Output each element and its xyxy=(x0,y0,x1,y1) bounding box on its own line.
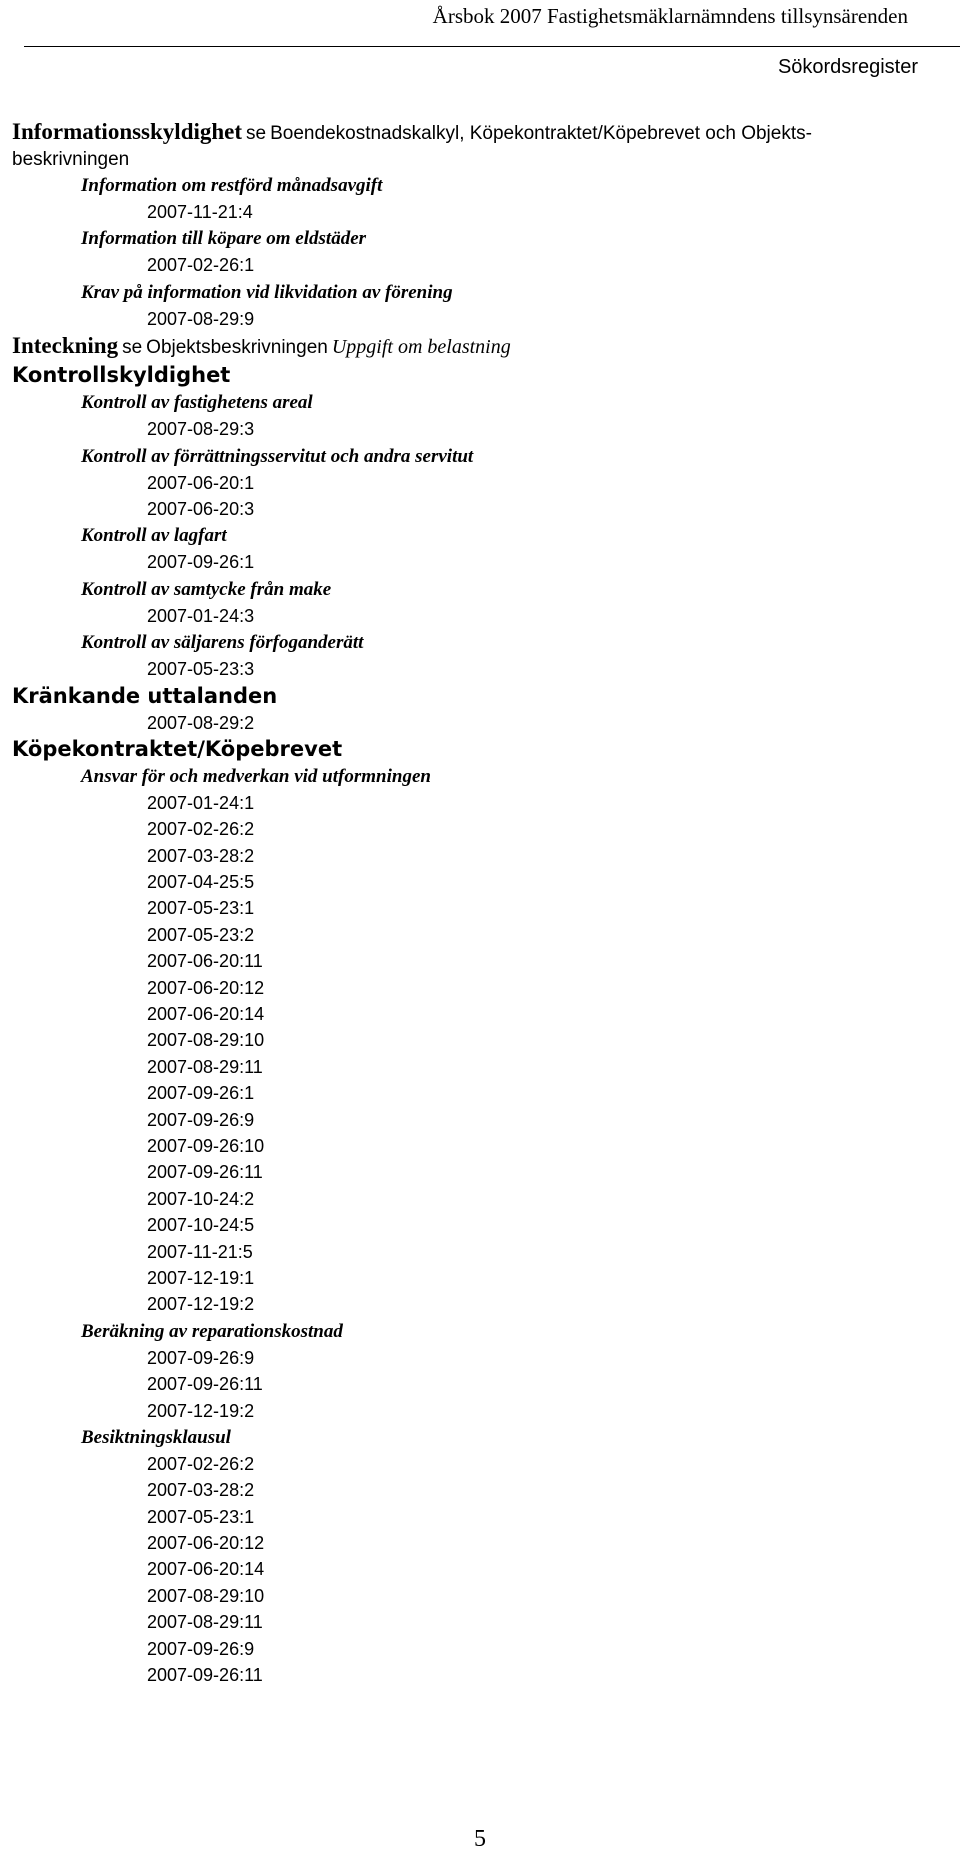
case-reference: 2007-09-26:9 xyxy=(147,1638,255,1659)
index-subterm: Kontroll av förrättningsservitut och andra servitut xyxy=(81,445,474,467)
case-reference: 2007-01-24:3 xyxy=(147,605,255,626)
case-reference: 2007-09-26:1 xyxy=(147,552,255,573)
case-reference: 2007-08-29:3 xyxy=(147,419,255,440)
case-reference: 2007-11-21:4 xyxy=(147,202,253,222)
index-subterm: Besiktningsklausul xyxy=(81,1426,231,1448)
case-reference: 2007-05-23:1 xyxy=(147,1506,255,1527)
case-reference: 2007-11-21:5 xyxy=(147,1241,253,1262)
case-reference: 2007-06-20:3 xyxy=(147,498,255,519)
index-subterm: Kontroll av säljarens förfoganderätt xyxy=(81,632,364,654)
case-reference: 2007-08-29:10 xyxy=(147,1585,265,1606)
case-reference: 2007-06-20:14 xyxy=(147,1559,265,1580)
case-reference: 2007-09-26:11 xyxy=(147,1374,263,1395)
case-reference: 2007-08-29:11 xyxy=(147,1612,263,1633)
case-reference: 2007-08-29:10 xyxy=(147,1030,265,1051)
case-reference: 2007-12-19:1 xyxy=(147,1267,255,1288)
case-reference: 2007-04-25:5 xyxy=(147,872,255,893)
see-reference-continuation: beskrivningen xyxy=(12,149,130,170)
header-title: Årsbok 2007 Fastighetsmäklarnämndens tillsynsärenden xyxy=(432,4,908,28)
page-number: 5 xyxy=(474,1826,486,1852)
case-reference: 2007-12-19:2 xyxy=(147,1294,255,1315)
index-term-label: Köpekontraktet/Köpebrevet xyxy=(12,736,343,761)
index-term-label: Informationsskyldighet xyxy=(12,119,243,144)
index-subterm: Kontroll av lagfart xyxy=(81,525,227,547)
case-reference: 2007-09-26:9 xyxy=(147,1347,255,1368)
case-reference: 2007-02-26:2 xyxy=(147,819,255,840)
case-reference: 2007-09-26:11 xyxy=(147,1162,263,1183)
index-term xyxy=(0,332,960,362)
see-reference-targets: Boendekostnadskalkyl, Köpekontraktet/Köpebrevet och Objekts- xyxy=(270,123,812,144)
index-term-label: Kontrollskyldighet xyxy=(12,363,231,388)
case-reference: 2007-03-28:2 xyxy=(147,1480,255,1501)
case-reference: 2007-09-26:9 xyxy=(147,1109,255,1130)
see-reference-targets: Objektsbeskrivningen xyxy=(146,337,328,359)
see-reference-subterm: Uppgift om belastning xyxy=(331,336,511,359)
index-term-label: Kränkande uttalanden xyxy=(12,683,278,708)
header-divider xyxy=(24,46,960,47)
case-reference: 2007-08-29:11 xyxy=(147,1056,263,1077)
case-reference: 2007-02-26:1 xyxy=(147,255,255,276)
case-reference: 2007-12-19:2 xyxy=(147,1400,255,1421)
case-reference: 2007-02-26:2 xyxy=(147,1453,255,1474)
index-subterm: Information om restförd månadsavgift xyxy=(81,175,383,196)
case-reference: 2007-06-20:12 xyxy=(147,1533,265,1554)
index-subterm: Krav på information vid likvidation av förening xyxy=(81,281,453,303)
case-reference: 2007-09-26:10 xyxy=(147,1135,265,1156)
case-reference: 2007-10-24:2 xyxy=(147,1188,255,1209)
index-subterm: Information till köpare om eldstäder xyxy=(81,228,367,250)
index-subterm: Kontroll av fastighetens areal xyxy=(81,392,313,414)
index-term xyxy=(0,118,960,148)
section-label: Sökordsregister xyxy=(777,56,918,78)
search-term-index xyxy=(0,118,960,1688)
case-reference: 2007-05-23:1 xyxy=(147,898,255,919)
case-reference: 2007-03-28:2 xyxy=(147,845,255,866)
index-subterm: Kontroll av samtycke från make xyxy=(81,578,332,600)
case-reference: 2007-06-20:12 xyxy=(147,977,265,998)
see-reference-word: se xyxy=(246,123,267,144)
case-reference: 2007-10-24:5 xyxy=(147,1215,255,1236)
case-reference: 2007-06-20:14 xyxy=(147,1004,265,1025)
case-reference: 2007-09-26:1 xyxy=(147,1083,255,1104)
case-reference: 2007-06-20:1 xyxy=(147,472,255,493)
index-subterm: Beräkning av reparationskostnad xyxy=(81,1320,343,1342)
index-subterm: Ansvar för och medverkan vid utformningen xyxy=(81,765,431,787)
case-reference: 2007-05-23:3 xyxy=(147,659,255,680)
index-term-label: Inteckning xyxy=(12,333,119,359)
case-reference: 2007-09-26:11 xyxy=(147,1665,263,1686)
case-reference: 2007-01-24:1 xyxy=(147,792,255,813)
see-reference-word: se xyxy=(122,337,143,359)
case-reference: 2007-08-29:9 xyxy=(147,308,255,329)
case-reference: 2007-06-20:11 xyxy=(147,951,263,972)
case-reference: 2007-05-23:2 xyxy=(147,924,255,945)
case-reference: 2007-08-29:2 xyxy=(147,712,255,733)
